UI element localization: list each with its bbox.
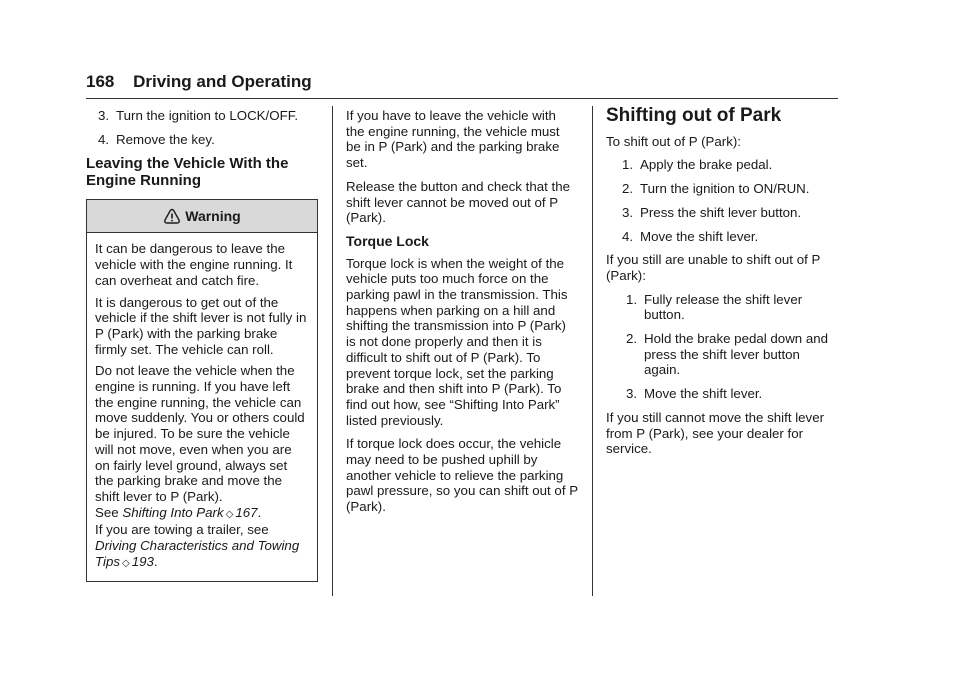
step-text: Apply the brake pedal. [640, 157, 773, 173]
paragraph: Torque lock is when the weight of the vehicle puts too much force on the parking pawl in the transmission. This happens when parking on a hill and shifting the transmission into P (Park) is not done properly and then it is difficult to shift out of P (Park). To prevent torque lock, set the parking brake and then shift into P (Park). To find out how, see “Shifting Into Park” listed previously. [346, 255, 568, 428]
step-text: Turn the ignition to ON/RUN. [640, 181, 810, 197]
section-title: Driving and Operating [133, 72, 312, 91]
list-item [606, 181, 838, 197]
step-list [86, 108, 318, 147]
list-item [86, 132, 318, 148]
paragraph: If torque lock does occur, the vehicle may need to be pushed uphill by another vehicle to relieve the parking pawl pressure, so you can shift out of P (Park). [346, 436, 578, 515]
step-number: 2. [626, 331, 638, 347]
punctuation: . [153, 553, 158, 569]
section-heading: Leaving the Vehicle With the Engine Running [86, 155, 289, 190]
section-heading: Shifting out of Park [606, 105, 782, 126]
list-item [606, 229, 838, 245]
page-number: 168 [86, 72, 115, 91]
list-item [606, 157, 838, 173]
step-text: Hold the brake pedal down and press the shift lever button again. [644, 331, 829, 378]
xref-icon: ◇ [225, 508, 234, 520]
paragraph: Release the button and check that the shift lever cannot be moved out of P (Park). [346, 178, 570, 226]
punctuation: . [257, 504, 262, 520]
list-item [614, 331, 838, 378]
step-number: 1. [626, 291, 638, 307]
list-item [86, 108, 318, 124]
column-left [86, 108, 318, 582]
warning-box [86, 199, 318, 582]
step-list [606, 157, 838, 244]
warning-symbol-icon [163, 208, 181, 224]
step-text: Fully release the shift lever button. [644, 291, 803, 323]
xref-page[interactable]: 167 [235, 504, 258, 520]
xref-link-shifting-into-park[interactable]: Shifting Into Park [122, 504, 224, 520]
paragraph: To shift out of P (Park): [606, 133, 741, 149]
warning-paragraph: It is dangerous to get out of the vehicle if the shift lever is not fully in P (Park) with the parking brake firmly set. The vehicle can roll. [95, 294, 307, 357]
warning-paragraph: It can be dangerous to leave the vehicle with the engine running. It can overheat and catch fire. [95, 241, 293, 288]
step-number: 2. [622, 181, 634, 197]
page-header [86, 72, 838, 99]
step-text: Turn the ignition to LOCK/OFF. [116, 108, 299, 123]
step-number: 1. [622, 157, 634, 173]
step-number: 4. [622, 228, 634, 244]
column-divider [592, 106, 593, 596]
paragraph: If you have to leave the vehicle with the engine running, the vehicle must be in P (Park) and the parking brake set. [346, 108, 560, 171]
step-text: Remove the key. [116, 131, 215, 147]
step-number: 3. [626, 386, 638, 402]
warning-header [87, 200, 317, 233]
cross-reference [95, 505, 309, 523]
see-prefix: See [95, 504, 123, 520]
warning-title: Warning [185, 207, 241, 224]
warning-paragraph: Do not leave the vehicle when the engine is running. If you have left the engine running, the vehicle can move suddenly. You or others could be injured. To be sure the vehicle will not move, even when you are on fairly level ground, always set the parking brake and move the shift lever to P (Park). [95, 363, 305, 504]
step-number: 4. [98, 131, 110, 147]
step-text: Move the shift lever. [644, 386, 763, 402]
column-divider [332, 106, 333, 596]
warning-body [87, 233, 317, 581]
xref-icon: ◇ [122, 557, 130, 569]
cross-reference [95, 522, 309, 571]
step-list [606, 292, 838, 402]
section-heading: Torque Lock [346, 232, 429, 249]
column-right [606, 105, 838, 465]
tow-text: If you are towing a trailer, see [95, 522, 269, 538]
list-item [614, 292, 838, 323]
paragraph: If you still cannot move the shift lever from P (Park), see your dealer for service. [606, 409, 825, 457]
list-item [614, 386, 838, 402]
xref-link-towing-tips[interactable]: Driving Characteristics and Towing Tips [95, 538, 300, 569]
step-number: 3. [622, 204, 634, 220]
paragraph: If you still are unable to shift out of P (Park): [606, 252, 821, 283]
xref-page[interactable]: 193 [131, 553, 154, 569]
list-item [606, 205, 838, 221]
step-number: 3. [98, 108, 110, 123]
step-text: Move the shift lever. [640, 228, 759, 244]
column-middle [346, 108, 578, 523]
step-text: Press the shift lever button. [640, 204, 802, 220]
